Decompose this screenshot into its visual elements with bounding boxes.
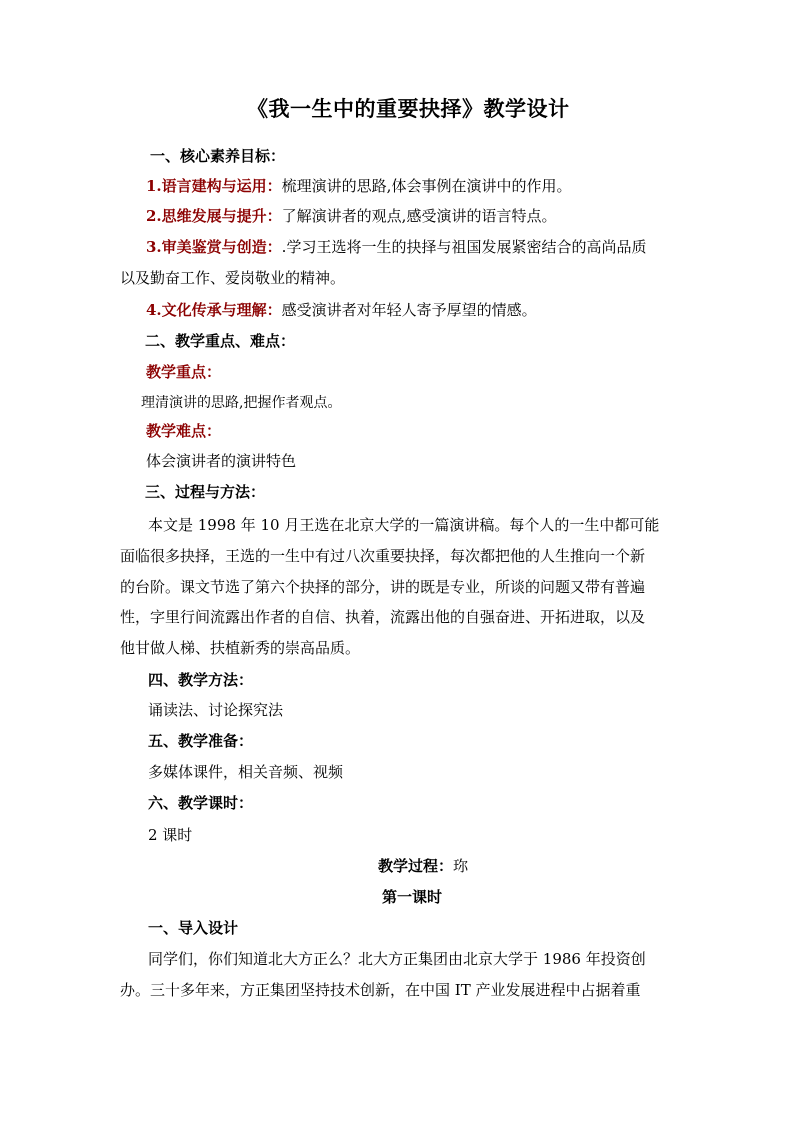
goal-3 xyxy=(146,237,646,257)
paragraph-line: 同学们，你们知道北大方正么？北大方正集团由北京大学于 1986 年投资创 xyxy=(148,950,646,968)
goal-4-label: 4.文化传承与理解： xyxy=(146,301,282,319)
goal-2-text: 了解演讲者的观点,感受演讲的语言特点。 xyxy=(281,207,557,225)
preparation-text: 多媒体课件，相关音频、视频 xyxy=(148,763,344,781)
goal-2-label: 2.思维发展与提升： xyxy=(146,207,282,225)
goal-2 xyxy=(146,206,556,226)
goal-1-label: 1.语言建构与运用： xyxy=(146,177,282,195)
paragraph-line: 他甘做人梯、扶植新秀的崇高品质。 xyxy=(120,639,361,657)
document-title: 《我一生中的重要抉择》教学设计 xyxy=(247,96,570,121)
goal-3-label: 3.审美鉴赏与创造： xyxy=(146,238,282,256)
paragraph-line: 的台阶。课文节选了第六个抉择的部分，讲的既是专业，所谈的问题又带有普遍 xyxy=(120,578,646,596)
section-heading-class-hours: 六、教学课时： xyxy=(148,794,254,812)
paragraph-line: 面临很多抉择，王选的一生中有过八次重要抉择，每次都把他的人生推向一个新 xyxy=(120,547,646,565)
paragraph-line: 办。三十多年来，方正集团坚持技术创新，在中国 IT 产业发展进程中占据着重 xyxy=(120,981,641,999)
paragraph-line: 本文是 1998 年 10 月王选在北京大学的一篇演讲稿。每个人的一生中都可能 xyxy=(148,516,660,534)
key-point-label: 教学重点： xyxy=(146,363,222,381)
paragraph-line: 性，字里行间流露出作者的自信、执着，流露出他的自强奋进、开拓进取，以及 xyxy=(120,608,646,626)
difficulty-label: 教学难点： xyxy=(146,422,222,440)
class-hours-text: 2 课时 xyxy=(148,826,193,844)
lesson-1-heading: 第一课时 xyxy=(382,888,443,906)
teaching-process-extra: 珎 xyxy=(453,857,469,875)
teaching-process-label: 教学过程： xyxy=(378,857,454,875)
section-heading-intro: 一、导入设计 xyxy=(148,919,239,937)
section-heading-preparation: 五、教学准备： xyxy=(148,732,254,750)
difficulty-text: 体会演讲者的演讲特色 xyxy=(146,452,297,470)
section-heading-methods: 四、教学方法： xyxy=(148,671,254,689)
goal-1-text: 梳理演讲的思路,体会事例在演讲中的作用。 xyxy=(281,177,572,195)
goal-4-text: 感受演讲者对年轻人寄予厚望的情感。 xyxy=(281,301,537,319)
teaching-process-heading xyxy=(378,856,468,876)
section-heading-process-method: 三、过程与方法： xyxy=(145,483,266,501)
goal-1 xyxy=(146,176,571,196)
goal-4 xyxy=(146,300,537,320)
goal-3-text: .学习王选将一生的抉择与祖国发展紧密结合的高尚品质 xyxy=(281,238,647,256)
goal-3-continued: 以及勤奋工作、爱岗敬业的精神。 xyxy=(120,269,346,287)
section-heading-key-points: 二、教学重点、难点： xyxy=(145,332,296,350)
methods-text: 诵读法、讨论探究法 xyxy=(148,701,284,719)
section-heading-objectives: 一、核心素养目标： xyxy=(150,147,286,165)
key-point-text: 理清演讲的思路,把握作者观点。 xyxy=(141,395,342,411)
